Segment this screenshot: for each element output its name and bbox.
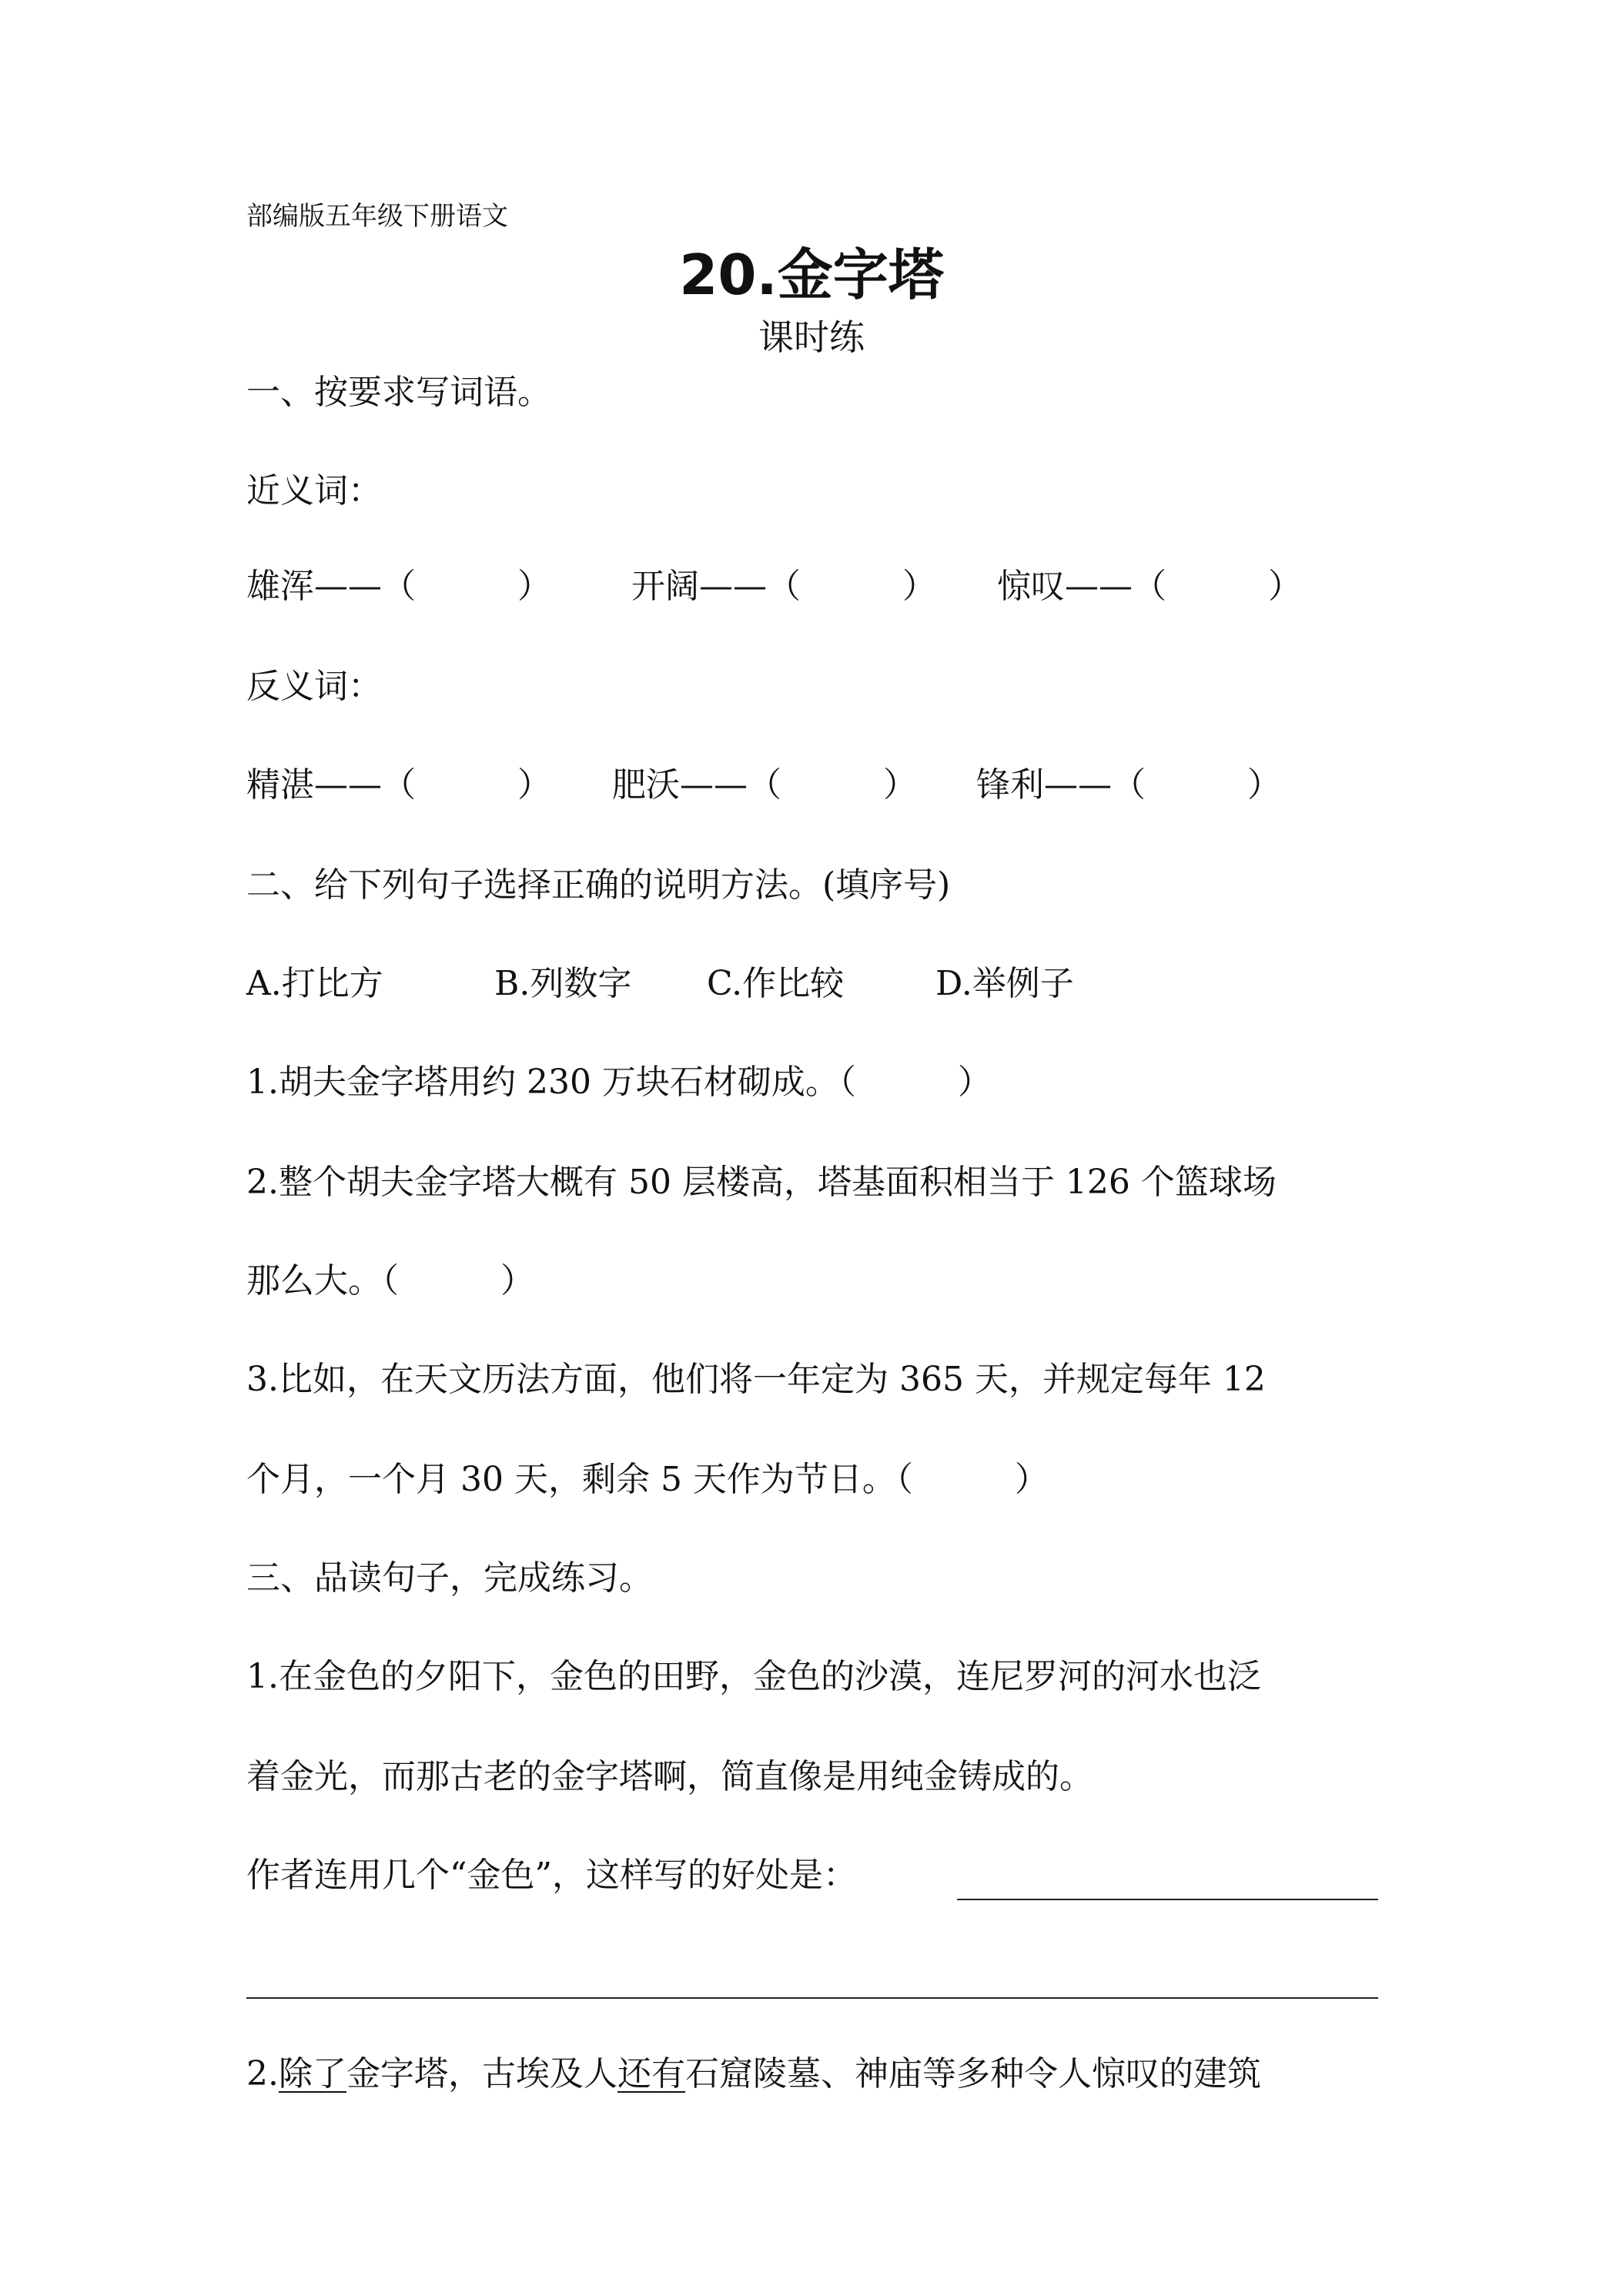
sentence-1-question: 作者连用几个“金色”，这样写的好处是：: [246, 1856, 857, 1895]
underlined-word: 还有: [617, 2054, 685, 2094]
question-2-line1: 2.整个胡夫金字塔大概有 50 层楼高，塔基面积相当于 126 个篮球场: [246, 1163, 1277, 1202]
question-3-line2: 个月，一个月 30 天，剩余 5 天作为节日。（ ）: [246, 1460, 1049, 1499]
section3-heading: 三、品读句子，完成练习。: [246, 1558, 653, 1598]
sentence-2-line1: [246, 2051, 1261, 2097]
question-1: 1.胡夫金字塔用约 230 万块石材砌成。（ ）: [246, 1063, 992, 1102]
synonym-item: 惊叹——（ ）: [997, 567, 1302, 606]
answer-line[interactable]: [246, 1997, 1378, 1999]
question-2-line2: 那么大。（ ）: [246, 1261, 534, 1300]
section2-heading: 二、给下列句子选择正确的说明方法。(填序号): [246, 865, 951, 905]
method-option: A.打比方: [246, 964, 383, 1003]
antonym-label: 反义词：: [246, 667, 382, 706]
question-3-line1: 3.比如，在天文历法方面，他们将一年定为 365 天，并规定每年 12: [246, 1360, 1266, 1399]
sentence-2-mid: 金字塔，古埃及人: [346, 2054, 617, 2094]
antonym-item: 精湛——（ ）: [246, 765, 551, 805]
section1-heading: 一、按要求写词语。: [246, 373, 551, 412]
page-subtitle: 课时练: [758, 316, 865, 358]
sentence-1-line1: 1.在金色的夕阳下，金色的田野，金色的沙漠，连尼罗河的河水也泛: [246, 1657, 1261, 1696]
underlined-word: 除了: [278, 2054, 346, 2094]
sentence-2-rest: 石窟陵墓、神庙等多种令人惊叹的建筑: [684, 2054, 1261, 2094]
book-label: 部编版五年级下册语文: [246, 201, 508, 232]
method-option: B.列数字: [494, 964, 632, 1003]
antonym-item: 肥沃——（ ）: [612, 765, 917, 805]
synonym-item: 开阔——（ ）: [631, 567, 936, 606]
sentence-1-line2: 着金光，而那古老的金字塔啊，简直像是用纯金铸成的。: [246, 1757, 1093, 1796]
synonym-item: 雄浑——（ ）: [246, 567, 551, 606]
synonym-label: 近义词：: [246, 471, 382, 510]
answer-line[interactable]: [957, 1899, 1378, 1900]
antonym-item: 锋利——（ ）: [976, 765, 1281, 805]
page-title: 20.金字塔: [679, 243, 944, 307]
method-option: C.作比较: [707, 964, 845, 1003]
method-option: D.举例子: [935, 964, 1074, 1003]
sentence-2-prefix: 2.: [246, 2054, 279, 2094]
